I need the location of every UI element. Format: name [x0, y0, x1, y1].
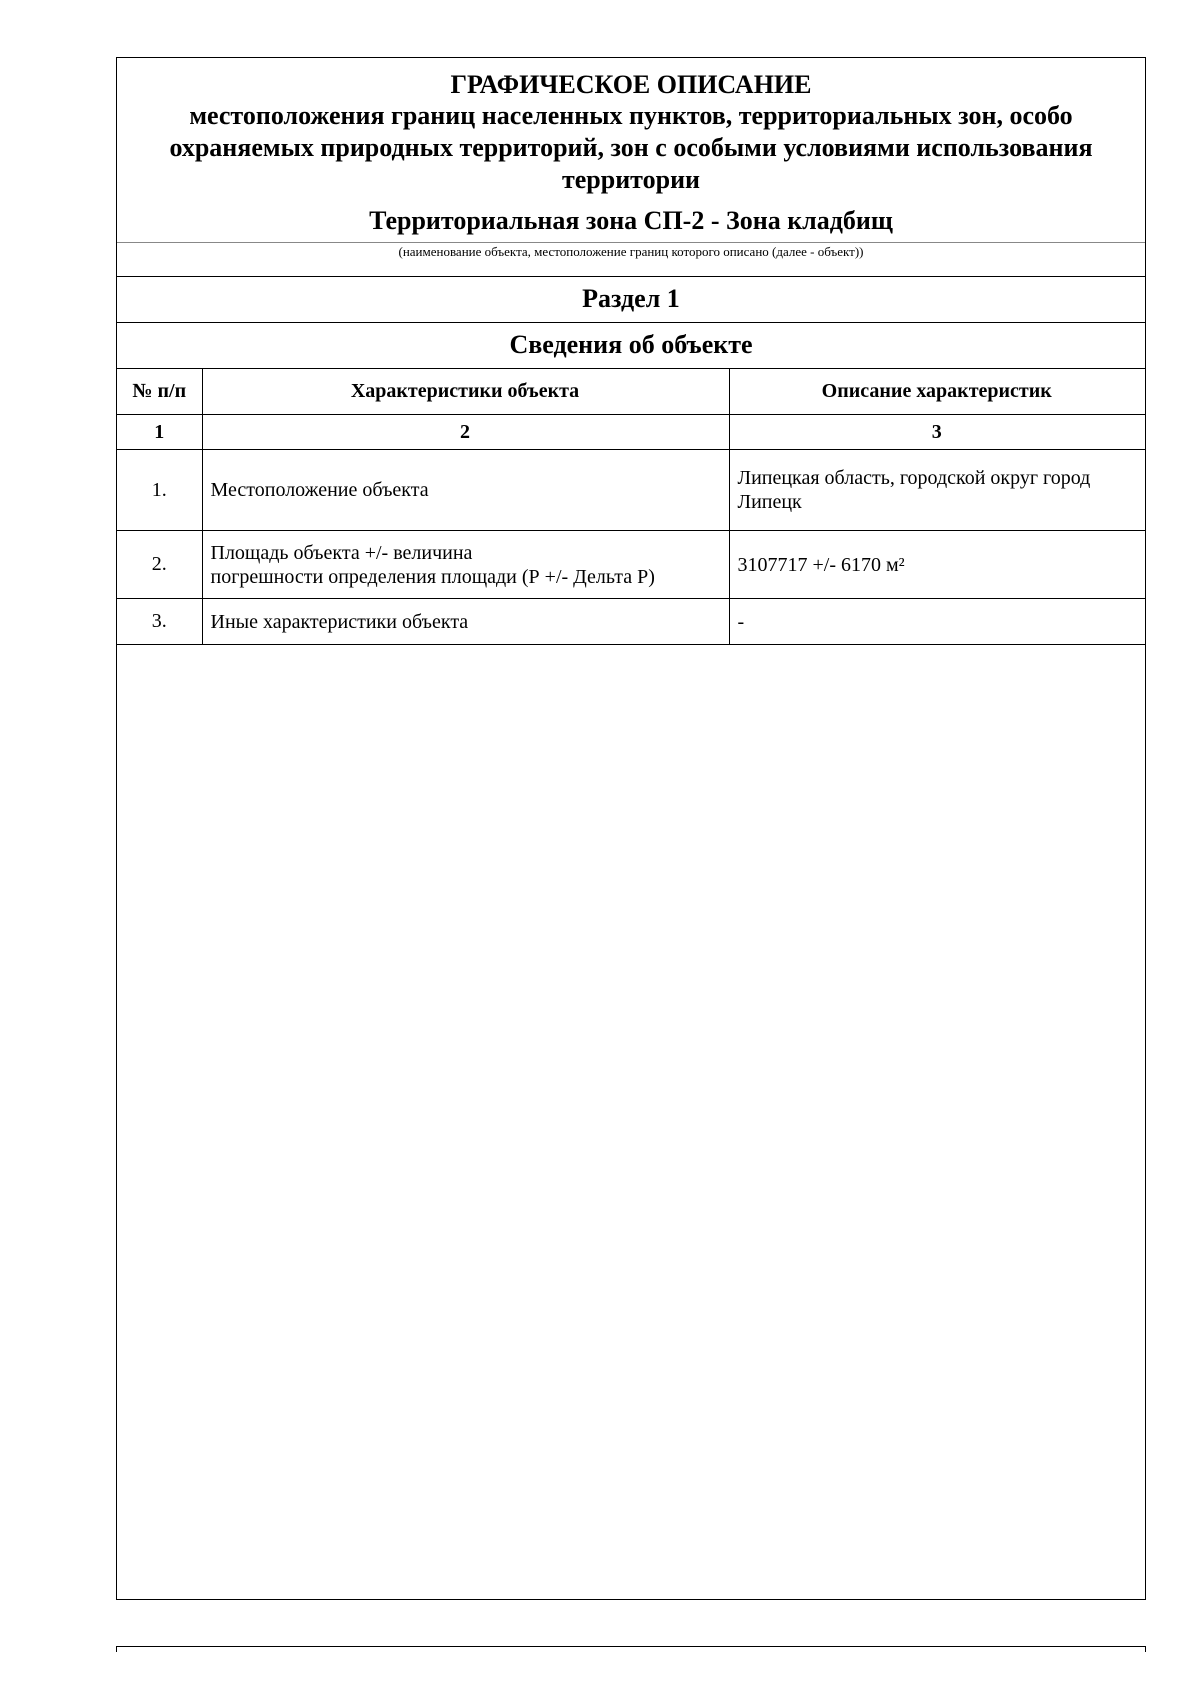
row-description: 3107717 +/- 6170 м²: [729, 531, 1145, 599]
document-subtitle: местоположения границ населенных пунктов, территориальных зон, особо охраняемых природных территорий, зон с особыми условиями использования территории: [169, 101, 1093, 194]
row-characteristic-line-1: Площадь объекта +/- величина: [210, 541, 473, 564]
object-info-table: [117, 368, 1145, 645]
column-header-characteristic: Характеристики объекта: [202, 369, 729, 415]
document-title: ГРАФИЧЕСКОЕ ОПИСАНИЕ: [450, 70, 812, 99]
column-number-2: 2: [202, 415, 729, 450]
section-title: Сведения об объекте: [117, 322, 1145, 368]
table-row: [117, 599, 1145, 645]
zone-underline: [117, 242, 1145, 243]
row-characteristic-line-2: погрешности определения площади (Р +/- Дельта Р): [210, 565, 655, 588]
row-description: -: [729, 599, 1145, 645]
column-number-3: 3: [729, 415, 1145, 450]
document-sheet: [116, 57, 1146, 1600]
row-description: Липецкая область, городской округ город Липецк: [729, 450, 1145, 531]
row-number: 2.: [117, 531, 202, 599]
next-page-frame-edge: [116, 1646, 1146, 1652]
table-header-row: [117, 369, 1145, 415]
zone-name: Территориальная зона СП-2 - Зона кладбищ: [369, 206, 893, 235]
column-header-description: Описание характеристик: [729, 369, 1145, 415]
column-number-1: 1: [117, 415, 202, 450]
row-characteristic: Иные характеристики объекта: [202, 599, 729, 645]
section-number: Раздел 1: [117, 276, 1145, 322]
column-header-number: № п/п: [117, 369, 202, 415]
row-characteristic: [202, 531, 729, 599]
table-row: [117, 531, 1145, 599]
row-number: 1.: [117, 450, 202, 531]
column-numbers-row: [117, 415, 1145, 450]
row-number: 3.: [117, 599, 202, 645]
table-row: [117, 450, 1145, 531]
row-characteristic: Местоположение объекта: [202, 450, 729, 531]
zone-name-caption: (наименование объекта, местоположение границ которого описано (далее - объект)): [398, 244, 864, 259]
